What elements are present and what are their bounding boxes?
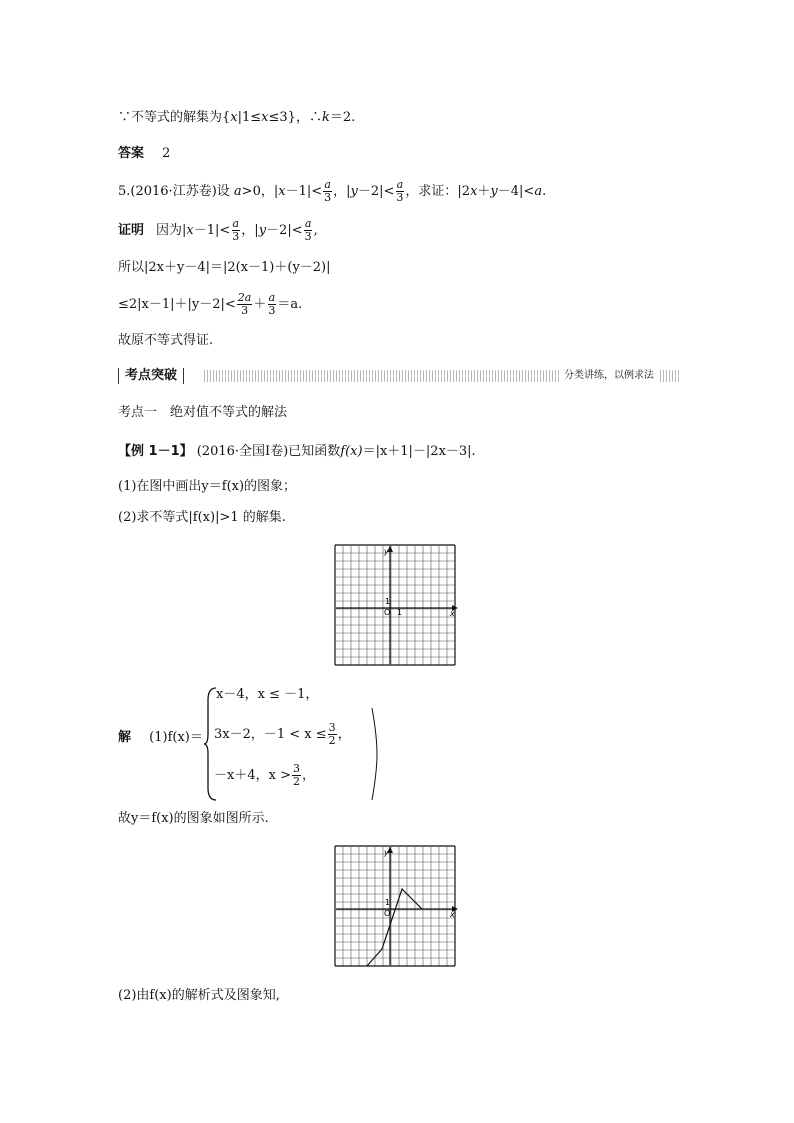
text: . [542, 184, 547, 199]
fraction [323, 179, 332, 204]
denominator: 3 [268, 304, 276, 317]
proof-line-2: 所以|2x＋y－4|＝|2(x－1)＋(y－2)| [118, 260, 331, 275]
text: (2016·全国Ⅰ卷)已知函数 [192, 444, 341, 459]
question-1: (1)在图中画出y＝f(x)的图象； [118, 479, 297, 494]
fraction [328, 722, 337, 747]
denominator: 3 [241, 304, 249, 317]
fraction [395, 179, 404, 204]
text: ∵不等式的解集为{ [118, 110, 231, 125]
x-one-label: 1 [397, 608, 403, 617]
numerator: a [304, 217, 312, 230]
part-2-line: (2)由f(x)的解析式及图象知, [118, 988, 280, 1003]
y-one-label: 1 [385, 898, 391, 907]
section-tag: 分类讲练，以例求法 [560, 368, 658, 384]
numerator: a [396, 178, 404, 191]
denominator: 2 [292, 775, 300, 788]
text: |1≤ [237, 110, 262, 125]
proof-line-1 [118, 218, 318, 243]
case-2 [214, 720, 351, 750]
denominator: 3 [396, 191, 404, 204]
y-label: y [384, 848, 389, 857]
var: x [470, 184, 478, 199]
text: ，求证：|2 [405, 184, 471, 199]
text: ＋ [477, 184, 491, 199]
text: 3x－2，－1 < x ≤ [214, 727, 327, 742]
example-line [118, 442, 476, 462]
case-3 [214, 761, 315, 791]
numerator: a [232, 217, 240, 230]
text: ＋ [253, 297, 267, 312]
numerator: 3 [292, 762, 300, 775]
var: x [186, 223, 194, 238]
text: －x＋4，x > [214, 768, 291, 783]
origin-label: O [384, 909, 391, 918]
text: , [313, 223, 318, 238]
fraction [292, 763, 301, 788]
text: ＝|x＋1|－|2x－3|. [362, 444, 476, 459]
case-1: x－4，x ≤ －1， [216, 687, 319, 702]
text: ＝a. [277, 297, 303, 312]
var: a [233, 184, 242, 199]
proof-line-3 [118, 292, 302, 318]
var: x [278, 184, 286, 199]
grid-lines [335, 545, 455, 665]
denominator: 2 [328, 734, 336, 747]
answer-value: 2 [162, 146, 171, 161]
text: ，| [241, 223, 259, 238]
text: 5.(2016·江苏卷)设 [118, 184, 234, 199]
numerator: 3 [328, 721, 336, 734]
proof-line-4: 故原不等式得证. [118, 333, 214, 348]
var: y [258, 223, 267, 238]
origin-label: O [384, 608, 391, 617]
text: －2|< [357, 184, 395, 199]
text: ≤3}，∴ [268, 110, 322, 125]
y-label: y [384, 547, 389, 556]
var: a [534, 184, 543, 199]
var: y [350, 184, 358, 199]
fraction [237, 292, 253, 317]
coordinate-grid-1 [334, 544, 458, 668]
text: ＝2. [329, 110, 356, 125]
problem-5 [118, 179, 546, 204]
text: ， [301, 768, 315, 783]
fraction [267, 292, 276, 317]
text: －2|< [266, 223, 303, 238]
denominator: 3 [232, 230, 240, 243]
fraction [231, 218, 240, 243]
coordinate-grid-2 [334, 845, 458, 969]
solution-set-line [118, 108, 355, 128]
proof-label: 证明 [118, 223, 145, 238]
text: ≤2|x－1|＋|y－2|< [118, 297, 236, 312]
text: ，| [333, 184, 351, 199]
text: 因为| [156, 223, 187, 238]
text: －1|< [285, 184, 323, 199]
var: f(x) [340, 444, 363, 459]
text: >0，| [241, 184, 279, 199]
numerator: a [268, 291, 276, 304]
topic-heading: 考点一 绝对值不等式的解法 [118, 405, 288, 420]
answer-line [118, 144, 170, 164]
grid-lines [335, 846, 455, 966]
var: y [490, 184, 498, 199]
conclusion-line: 故y＝f(x)的图象如图所示. [118, 811, 269, 826]
example-label: 【例 1－1】 [118, 444, 193, 459]
numerator: 2a [237, 291, 252, 304]
solution-label [118, 728, 203, 748]
x-label: x [450, 609, 455, 618]
denominator: 3 [304, 230, 312, 243]
var: x [230, 110, 238, 125]
numerator: a [324, 178, 331, 191]
answer-label: 答案 [118, 146, 145, 161]
solution-label-text: 解 [118, 730, 132, 745]
right-brace-icon [370, 706, 380, 802]
y-one-label: 1 [385, 597, 391, 606]
var: x [261, 110, 269, 125]
denominator: 3 [324, 191, 332, 204]
x-label: x [450, 910, 455, 919]
text: －4|< [497, 184, 535, 199]
text: ， [337, 727, 351, 742]
lhs: (1)f(x)＝ [149, 730, 203, 745]
var: k [321, 110, 330, 125]
text: －1|< [193, 223, 231, 238]
section-title: 考点突破 [118, 368, 184, 384]
section-header-bar [118, 368, 680, 384]
fraction [304, 218, 313, 243]
question-2: (2)求不等式|f(x)|>1 的解集. [118, 510, 286, 525]
